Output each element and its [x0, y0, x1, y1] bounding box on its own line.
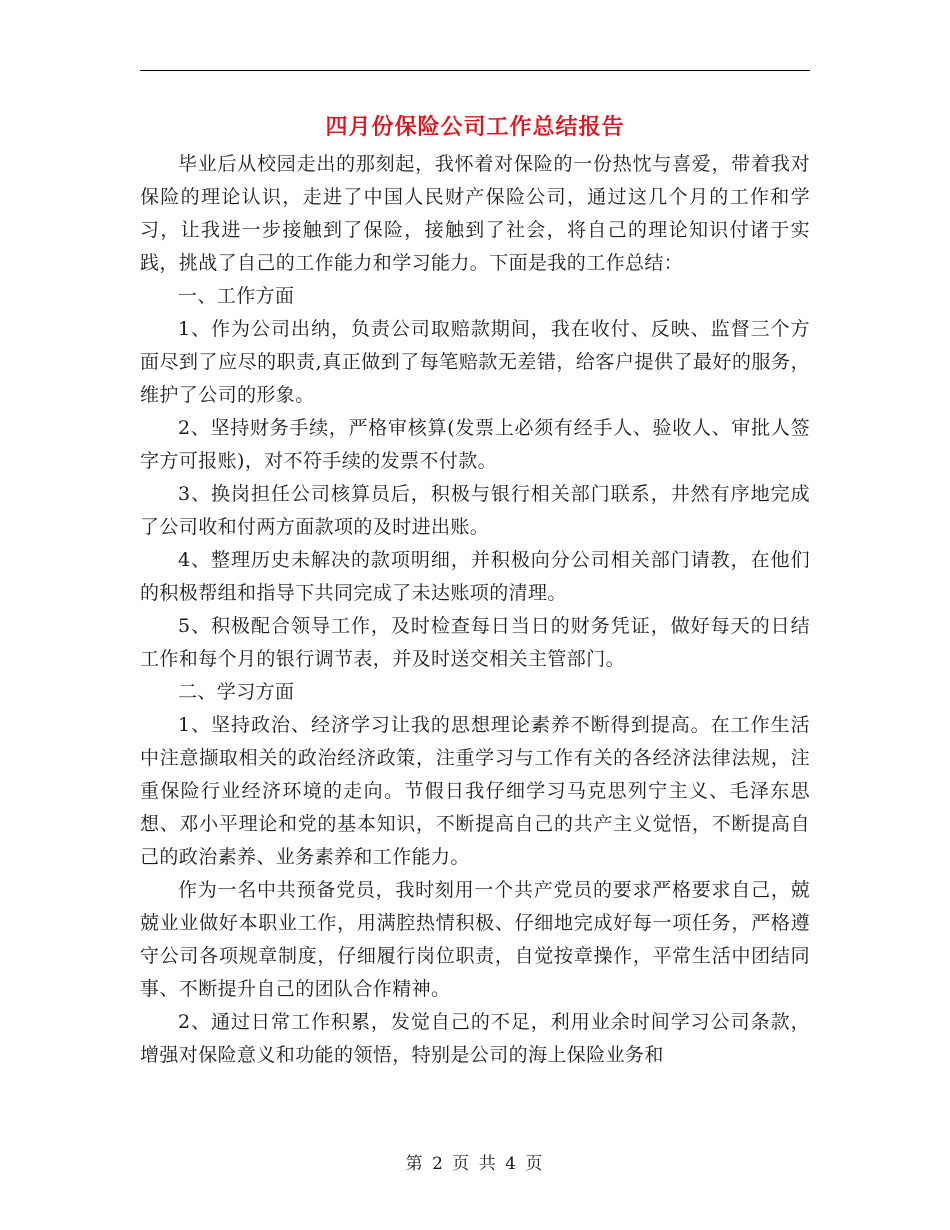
paragraph-work-4: 4、整理历史未解决的款项明细，并积极向分公司相关部门请教，在他们的积极帮组和指导下共同完成了未达账项的清理。 — [140, 549, 810, 604]
section-heading-work: 一、工作方面 — [178, 285, 295, 307]
paragraph-study-1: 1、坚持政治、经济学习让我的思想理论素养不断得到提高。在工作生活中注意撷取相关的政治经济政策，注重学习与工作有关的各经济法律法规，注重保险行业经济环境的走向。节假日我仔细学习马克思列宁主义、毛泽东思想、邓小平理论和党的基本知识，不断提高自己的共产主义觉悟，不断提高自己的政治素养、业务素养和工作能力。 — [140, 714, 810, 868]
paragraph-work-3: 3、换岗担任公司核算员后，积极与银行相关部门联系，井然有序地完成了公司收和付两方面款项的及时进出账。 — [140, 483, 810, 538]
paragraph-study-2: 2、通过日常工作积累，发觉自己的不足，利用业余时间学习公司条款，增强对保险意义和功能的领悟，特别是公司的海上保险业务和 — [140, 1011, 810, 1066]
paragraph-intro: 毕业后从校园走出的那刻起，我怀着对保险的一份热忱与喜爱，带着我对保险的理论认识，走进了中国人民财产保险公司，通过这几个月的工作和学习，让我进一步接触到了保险，接触到了社会，将自己的理论知识付诸于实践，挑战了自己的工作能力和学习能力。下面是我的工作总结： — [140, 153, 810, 274]
section-heading-study: 二、学习方面 — [178, 681, 295, 703]
paragraph-work-5: 5、积极配合领导工作，及时检查每日当日的财务凭证，做好每天的日结工作和每个月的银行调节表，并及时送交相关主管部门。 — [140, 615, 810, 670]
document-title: 四月份保险公司工作总结报告 — [325, 114, 625, 140]
document-body — [140, 148, 810, 1072]
paragraph-work-2: 2、坚持财务手续，严格审核算(发票上必须有经手人、验收人、审批人签字方可报账)，对不符手续的发票不付款。 — [140, 417, 810, 472]
paragraph-party-member: 作为一名中共预备党员，我时刻用一个共产党员的要求严格要求自己，兢兢业业做好本职业工作，用满腔热情积极、仔细地完成好每一项任务，严格遵守公司各项规章制度，仔细履行岗位职责，自觉按章操作，平常生活中团结同事、不断提升自己的团队合作精神。 — [140, 879, 810, 1000]
paragraph-work-1: 1、作为公司出纳，负责公司取赔款期间，我在收付、反映、监督三个方面尽到了应尽的职责,真正做到了每笔赔款无差错，给客户提供了最好的服务，维护了公司的形象。 — [140, 318, 810, 406]
page-number: 第 2 页 共 4 页 — [405, 1154, 545, 1174]
header-rule — [140, 70, 810, 71]
